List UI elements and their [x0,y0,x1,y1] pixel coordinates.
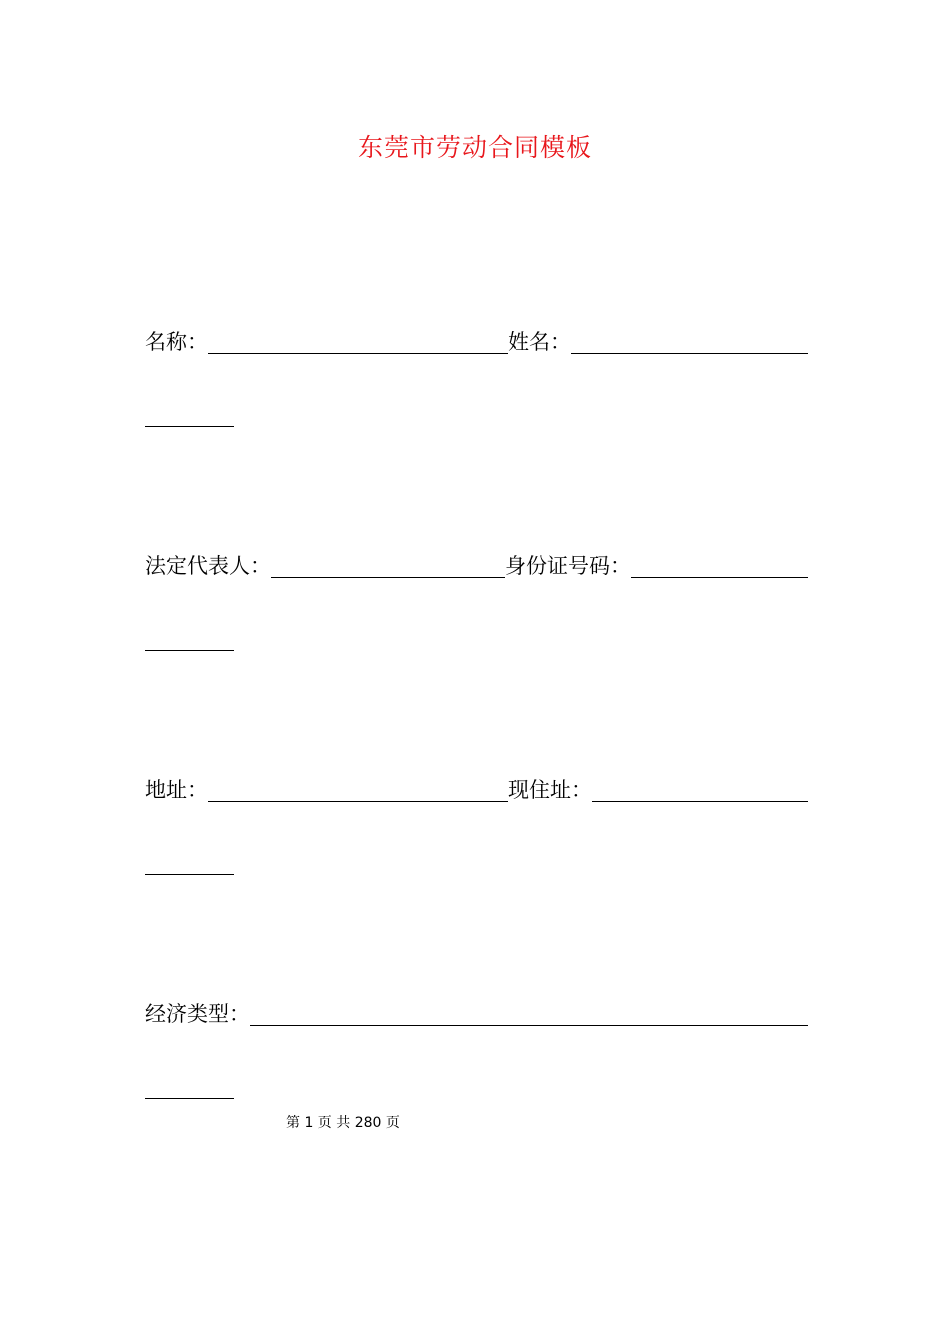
continuation-line [145,874,234,875]
company-name-label: 名称： [145,330,208,354]
continuation-line [145,426,234,427]
employee-name-blank[interactable] [571,329,808,354]
field-row-address [145,772,808,806]
economic-type-blank[interactable] [250,1001,808,1026]
company-name-blank[interactable] [208,329,508,354]
legal-representative-blank[interactable] [271,553,505,578]
page-indicator: 第 1 页 共 280 页 [286,1115,400,1131]
document-title: 东莞市劳动合同模板 [357,133,592,162]
address-label: 地址： [145,778,208,802]
current-address-label: 现住址： [508,778,592,802]
id-number-label: 身份证号码： [505,554,631,578]
address-blank[interactable] [208,777,508,802]
employee-name-label: 姓名： [508,330,571,354]
current-address-blank[interactable] [592,777,808,802]
field-row-economic-type [145,996,808,1030]
economic-type-label: 经济类型： [145,1002,250,1026]
legal-representative-label: 法定代表人： [145,554,271,578]
continuation-line [145,1098,234,1099]
continuation-line [145,650,234,651]
id-number-blank[interactable] [631,553,808,578]
field-row-name [145,324,808,358]
field-row-representative [145,548,808,582]
